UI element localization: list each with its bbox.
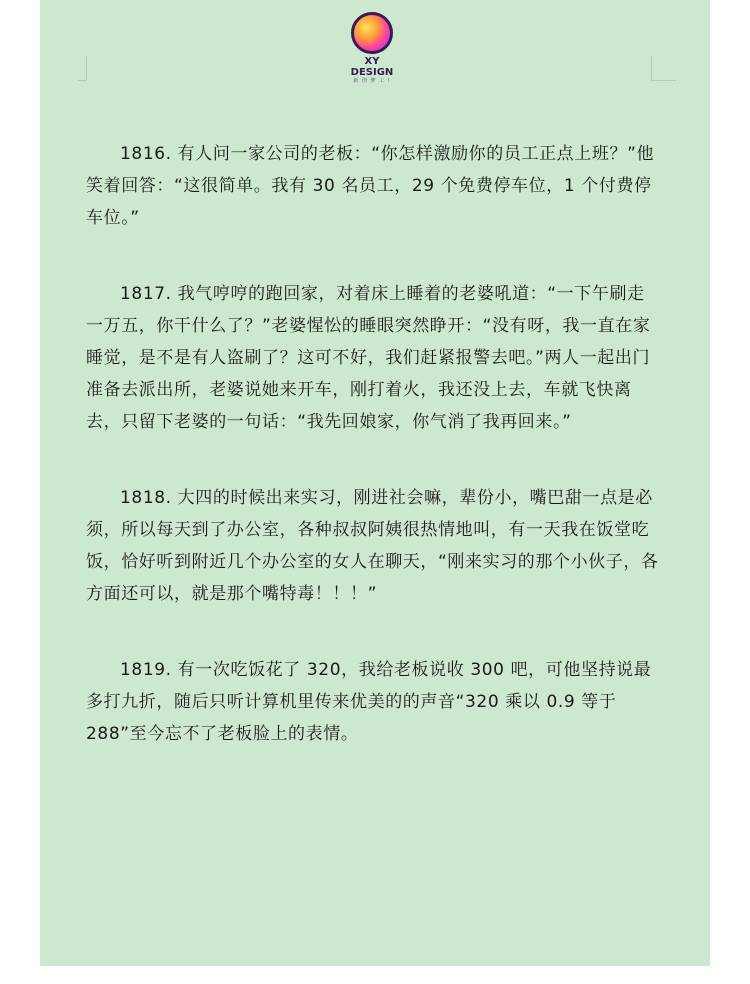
logo-brand: XY DESIGN (350, 56, 394, 78)
paragraph-1816: 1816. 有人问一家公司的老板：“你怎样激励你的员工正点上班？”他笑着回答：“这很简单。我有 30 名员工，29 个免费停车位，1 个付费停车位。” (86, 144, 655, 228)
logo-circle-icon (351, 12, 393, 54)
document-page (40, 0, 710, 966)
logo (342, 12, 402, 84)
paragraph-1819: 1819. 有一次吃饭花了 320，我给老板说收 300 吧，可他坚持说最多打九折，随后只听计算机里传来优美的的声音“320 乘以 0.9 等于 288”至今忘不了老板脸上的表情。 (86, 660, 652, 744)
document-body (86, 138, 662, 794)
paragraph-1818: 1818. 大四的时候出来实习，刚进社会嘛，辈份小，嘴巴甜一点是必须，所以每天到了办公室，各种叔叔阿姨很热情地叫，有一天我在饭堂吃饭，恰好听到附近几个办公室的女人在聊天，“刚来实习的那个小伙子，各方面还可以，就是那个嘴特毒！！！” (86, 488, 659, 604)
crop-mark-left (78, 56, 87, 81)
logo-tagline: 新 创 梦 工 ! (353, 78, 391, 84)
paragraph-1817: 1817. 我气哼哼的跑回家，对着床上睡着的老婆吼道：“一下午刷走一万五，你干什么了？”老婆惺忪的睡眼突然睁开：“没有呀，我一直在家睡觉，是不是有人盗刷了？这可不好，我们赶紧报警去吧。”两人一起出门准备去派出所，老婆说她来开车，刚打着火，我还没上去，车就飞快离去，只留下老婆的一句话：“我先回娘家，你气消了我再回来。” (86, 284, 651, 432)
crop-mark-right (651, 56, 676, 81)
